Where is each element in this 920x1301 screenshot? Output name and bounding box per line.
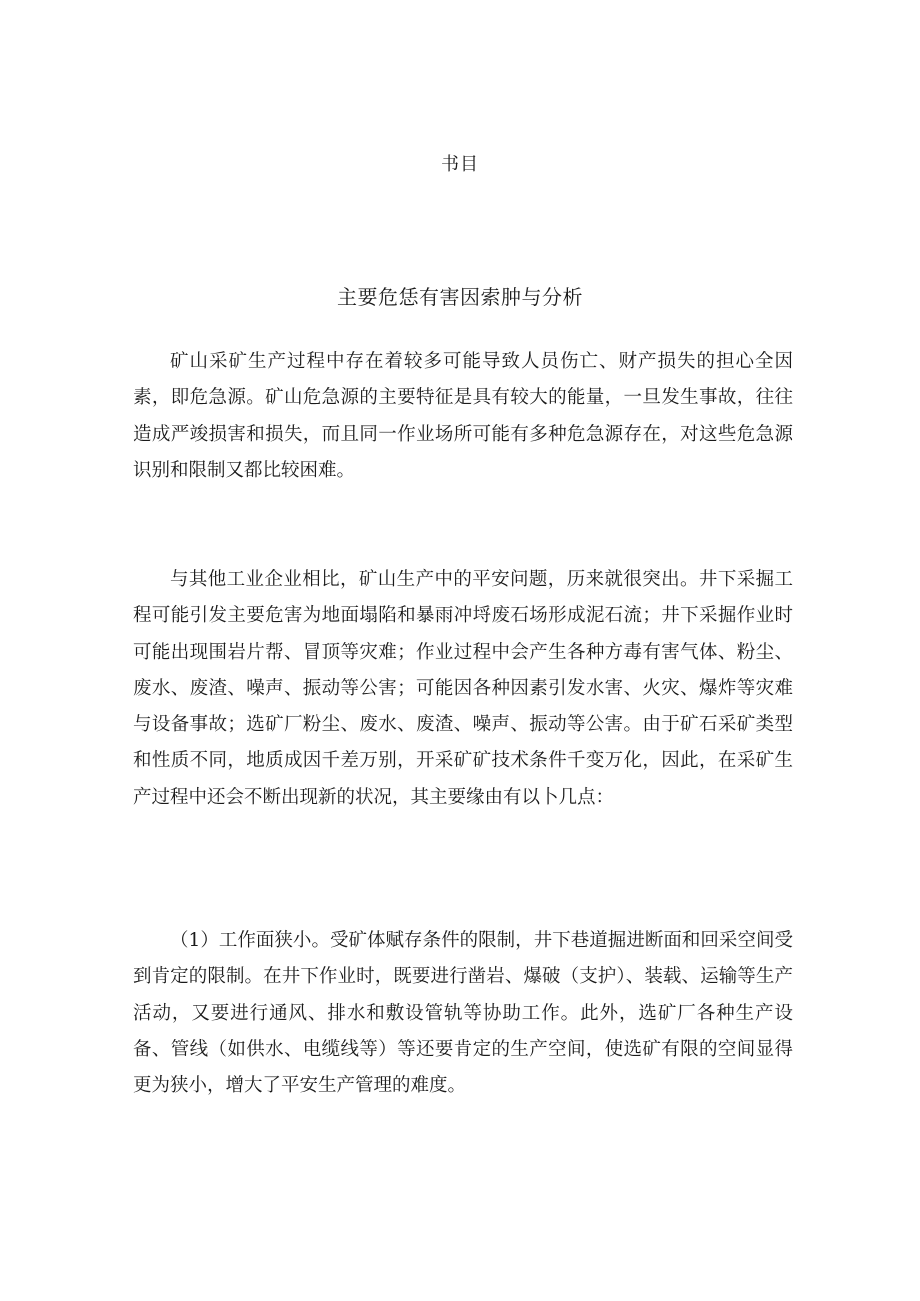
toc-heading: 书目 — [441, 154, 479, 175]
body-paragraph-1: 矿山采矿生产过程中存在着较多可能导致人员伤亡、财产损失的担心全因素，即危急源。矿山危急源的主要特征是具有较大的能量，一旦发生事故，往往造成严竣损害和损失，而且同一作业场所可能有多种危急源存在，对这些危急源识别和限制又都比较困难。 — [133, 351, 793, 481]
body-paragraph-2: 与其他工业企业相比，矿山生产中的平安问题，历来就很突出。井下采掘工程可能引发主要危害为地面塌陷和暴雨冲埒废石场形成泥石流；井下采掘作业时可能出现围岩片帮、冒顶等灾难；作业过程中会产生各种方毒有害气体、粉尘、废水、废渣、噪声、振动等公害；可能因各种因素引发水害、火灾、爆炸等灾难与设备事故；选矿厂粉尘、废水、废渣、噪声、振动等公害。由于矿石采矿类型和性质不同，地质成因千差万别，开采矿矿技术条件千变万化，因此，在采矿生产过程中还会不断出现新的状况，其主要缘由有以卜几点： — [133, 569, 793, 808]
section-title: 主要危恁有害因索肿与分析 — [337, 285, 583, 309]
body-paragraph-3: （1）工作面狭小。受矿体赋存条件的限制，井下巷道掘进断面和回采空间受到肯定的限制。在井下作业时，既要进行凿岩、爆破（支护）、装载、运输等生产活动，又要进行通风、排水和敷设管轨等协助工作。此外，选矿厂各种生产设备、管线（如供水、电缆线等）等还要肯定的生产空间，使选矿有限的空间显得更为狭小，增大了平安生产管理的难度。 — [133, 930, 793, 1097]
